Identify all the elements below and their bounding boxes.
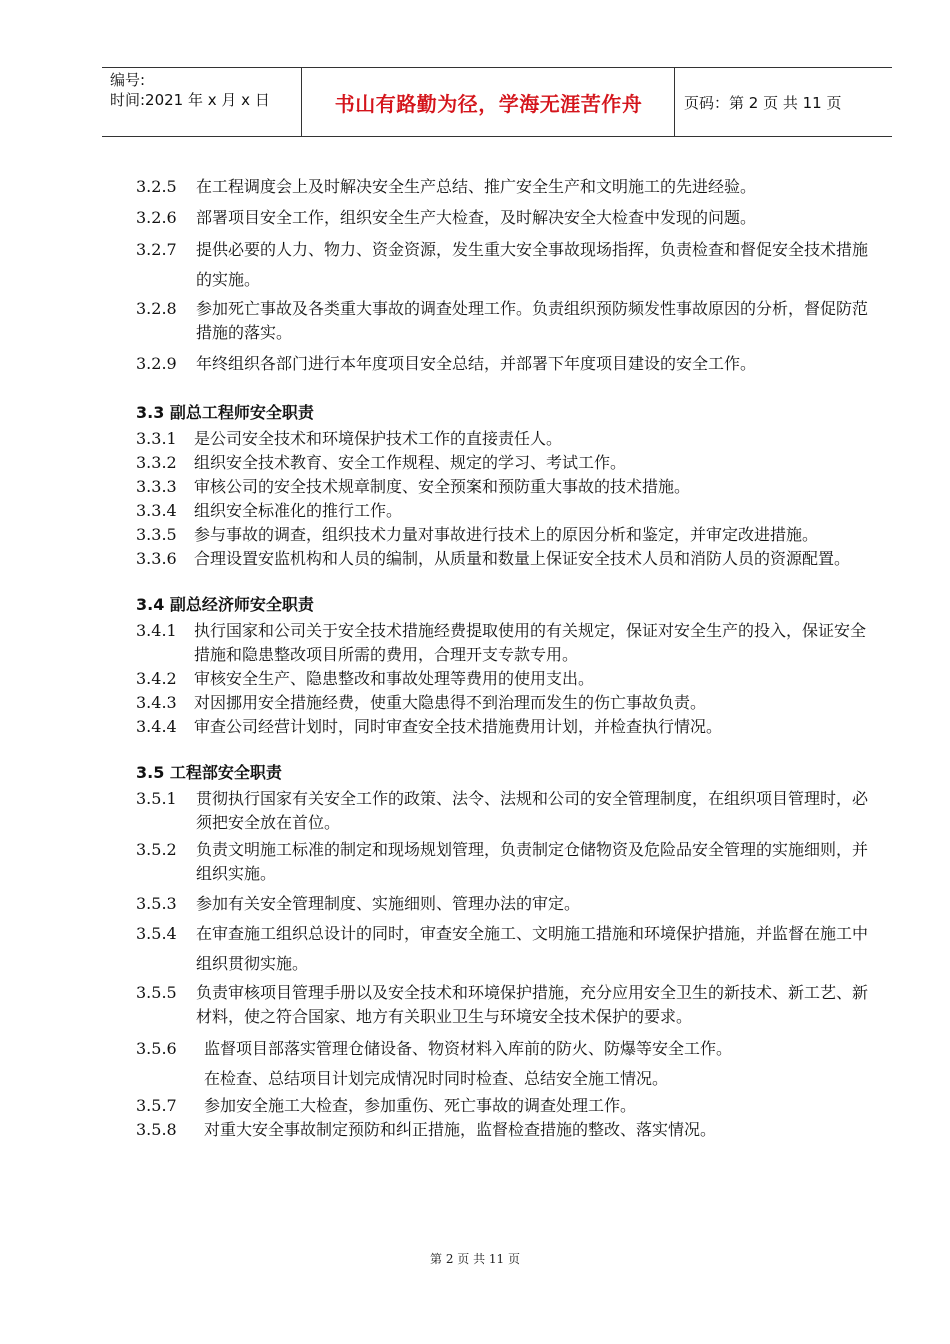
item-number: 3.3.6	[136, 549, 177, 568]
item-text: 执行国家和公司关于安全技术措施经费提取使用的有关规定，保证对安全生产的投入，保证安全措施和隐患整改项目所需的费用，合理开支专款专用。	[194, 621, 867, 664]
list-item	[136, 350, 876, 377]
item-number: 3.3.4	[136, 501, 177, 520]
item-text: 参加安全施工大检查，参加重伤、死亡事故的调查处理工作。	[204, 1096, 637, 1115]
item-text: 组织安全标准化的推行工作。	[194, 501, 403, 520]
item-number: 3.2.5	[136, 177, 177, 196]
item-number: 3.3.2	[136, 453, 177, 472]
section-heading: 3.3 副总工程师安全职责	[136, 403, 314, 422]
item-number: 3.5.4	[136, 924, 177, 943]
item-number: 3.3.1	[136, 429, 177, 448]
item-number: 3.5.5	[136, 983, 177, 1002]
item-text: 负责审核项目管理手册以及安全技术和环境保护措施，充分应用安全卫生的新技术、新工艺、新材料，使之符合国家、地方有关职业卫生与环境安全技术保护的要求。	[196, 983, 869, 1026]
item-number	[136, 1064, 204, 1094]
list-item	[136, 619, 876, 667]
item-number: 3.5.3	[136, 894, 177, 913]
list-item	[136, 1118, 876, 1142]
list-item	[136, 475, 876, 499]
page-footer: 第 2 页 共 11 页	[430, 1252, 520, 1266]
page-header	[102, 67, 892, 137]
header-page-label: 页码：第 2 页 共 11 页	[684, 93, 842, 112]
list-item	[136, 890, 876, 917]
document-number-label: 编号:	[110, 71, 146, 89]
item-text: 提供必要的人力、物力、资金资源，发生重大安全事故现场指挥，负责检查和督促安全技术措施的实施。	[196, 240, 869, 289]
item-text: 参与事故的调查，组织技术力量对事故进行技术上的原因分析和鉴定，并审定改进措施。	[194, 525, 819, 544]
list-item	[136, 838, 876, 886]
list-item	[136, 451, 876, 475]
item-text: 审核安全生产、隐患整改和事故处理等费用的使用支出。	[194, 669, 595, 688]
list-item	[136, 235, 876, 295]
list-item	[136, 204, 876, 231]
list-item	[136, 787, 876, 835]
item-text: 是公司安全技术和环境保护技术工作的直接责任人。	[194, 429, 563, 448]
item-text: 合理设置安监机构和人员的编制，从质量和数量上保证安全技术人员和消防人员的资源配置。	[194, 549, 851, 568]
item-text: 组织安全技术教育、安全工作规程、规定的学习、考试工作。	[194, 453, 627, 472]
item-text: 部署项目安全工作，组织安全生产大检查，及时解决安全大检查中发现的问题。	[196, 208, 757, 227]
header-meta-cell	[102, 68, 302, 136]
item-number: 3.5.2	[136, 840, 177, 859]
list-item	[136, 1064, 876, 1094]
item-number: 3.4.1	[136, 621, 177, 640]
list-item	[136, 1094, 876, 1118]
item-text: 参加死亡事故及各类重大事故的调查处理工作。负责组织预防频发性事故原因的分析，督促防范措施的落实。	[196, 299, 869, 342]
item-number: 3.3.3	[136, 477, 177, 496]
list-item	[136, 427, 876, 451]
item-text: 对因挪用安全措施经费，使重大隐患得不到治理而发生的伤亡事故负责。	[194, 693, 707, 712]
item-text: 审核公司的安全技术规章制度、安全预案和预防重大事故的技术措施。	[194, 477, 691, 496]
list-item	[136, 981, 876, 1029]
header-motto: 书山有路勤为径，学海无涯苦作舟	[303, 68, 675, 136]
item-text: 对重大安全事故制定预防和纠正措施，监督检查措施的整改、落实情况。	[204, 1120, 717, 1139]
section-heading: 3.5 工程部安全职责	[136, 763, 282, 782]
item-number: 3.2.8	[136, 299, 177, 318]
item-number: 3.2.6	[136, 208, 177, 227]
item-number: 3.4.3	[136, 693, 177, 712]
list-item	[136, 523, 876, 547]
list-item	[136, 547, 876, 571]
item-number: 3.4.4	[136, 717, 177, 736]
item-text: 在审查施工组织总设计的同时，审查安全施工、文明施工措施和环境保护措施，并监督在施工中组织贯彻实施。	[196, 924, 869, 973]
document-body	[136, 173, 876, 1142]
item-text: 在工程调度会上及时解决安全生产总结、推广安全生产和文明施工的先进经验。	[196, 177, 757, 196]
item-text: 在检查、总结项目计划完成情况时同时检查、总结安全施工情况。	[204, 1069, 669, 1088]
list-item	[136, 919, 876, 979]
list-item	[136, 499, 876, 523]
item-number: 3.2.9	[136, 354, 177, 373]
document-time-label: 时间:2021 年 x 月 x 日	[110, 91, 270, 109]
item-number: 3.5.1	[136, 789, 177, 808]
item-text: 年终组织各部门进行本年度项目安全总结，并部署下年度项目建设的安全工作。	[196, 354, 757, 373]
item-number: 3.5.6	[136, 1039, 177, 1058]
section-heading: 3.4 副总经济师安全职责	[136, 595, 314, 614]
item-number: 3.5.7	[136, 1096, 177, 1115]
item-number: 3.5.8	[136, 1120, 177, 1139]
list-item	[136, 173, 876, 200]
list-item	[136, 667, 876, 691]
list-item	[136, 715, 876, 739]
item-number: 3.4.2	[136, 669, 177, 688]
item-text: 参加有关安全管理制度、实施细则、管理办法的审定。	[196, 894, 581, 913]
list-item	[136, 297, 876, 345]
item-number: 3.2.7	[136, 240, 177, 259]
list-item	[136, 691, 876, 715]
item-text: 贯彻执行国家有关安全工作的政策、法令、法规和公司的安全管理制度，在组织项目管理时，必须把安全放在首位。	[196, 789, 869, 832]
item-text: 负责文明施工标准的制定和现场规划管理，负责制定仓储物资及危险品安全管理的实施细则，并组织实施。	[196, 840, 869, 883]
item-number: 3.3.5	[136, 525, 177, 544]
item-text: 监督项目部落实管理仓储设备、物资材料入库前的防火、防爆等安全工作。	[204, 1039, 733, 1058]
list-item	[136, 1034, 876, 1064]
item-text: 审查公司经营计划时，同时审查安全技术措施费用计划，并检查执行情况。	[194, 717, 723, 736]
